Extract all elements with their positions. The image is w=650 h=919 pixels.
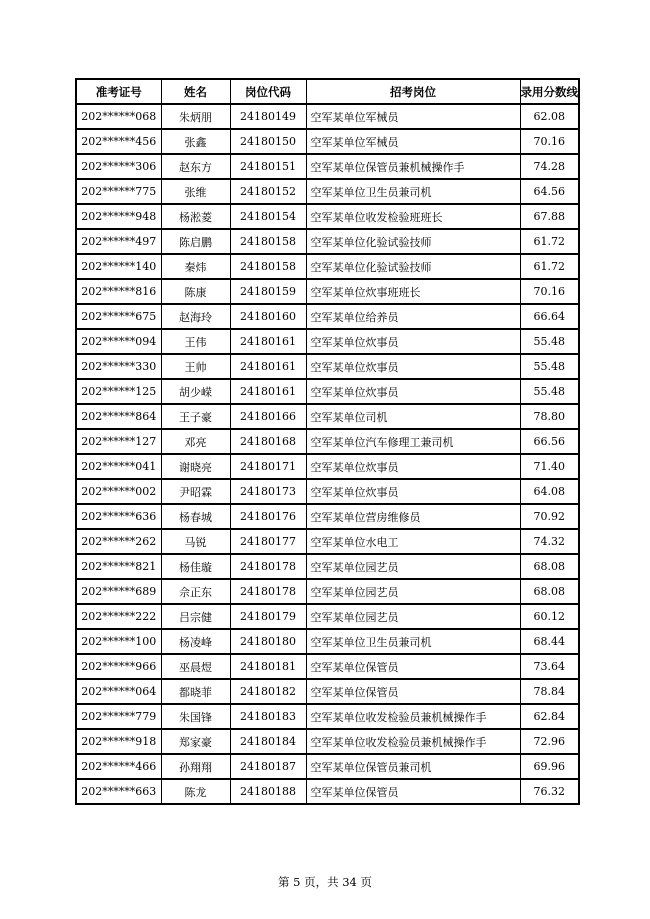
cell-position: 空军某单位园艺员 (306, 604, 520, 629)
cell-name: 孙翔翔 (161, 754, 230, 779)
cell-code: 24180184 (230, 729, 306, 754)
cell-score: 66.56 (520, 429, 579, 454)
cell-score: 71.40 (520, 454, 579, 479)
table-row (76, 454, 579, 479)
table-row (76, 329, 579, 354)
cell-code: 24180183 (230, 704, 306, 729)
table-row (76, 404, 579, 429)
cell-ticket: 202******222 (76, 604, 161, 629)
cell-name: 朱炳朋 (161, 104, 230, 129)
cell-position: 空军某单位炊事员 (306, 329, 520, 354)
table-row (76, 629, 579, 654)
cell-ticket: 202******306 (76, 154, 161, 179)
table-row (76, 504, 579, 529)
cell-name: 王子豪 (161, 404, 230, 429)
cell-ticket: 202******816 (76, 279, 161, 304)
cell-position: 空军某单位化验试验技师 (306, 229, 520, 254)
cell-name: 佘正东 (161, 579, 230, 604)
cell-position: 空军某单位炊事班班长 (306, 279, 520, 304)
table-row (76, 279, 579, 304)
cell-name: 尹昭霖 (161, 479, 230, 504)
cell-ticket: 202******002 (76, 479, 161, 504)
table-row (76, 729, 579, 754)
cell-score: 61.72 (520, 229, 579, 254)
table-row (76, 679, 579, 704)
cell-code: 24180178 (230, 579, 306, 604)
cell-position: 空军某单位给养员 (306, 304, 520, 329)
cell-ticket: 202******100 (76, 629, 161, 654)
cell-ticket: 202******675 (76, 304, 161, 329)
cell-position: 空军某单位化验试验技师 (306, 254, 520, 279)
cell-name: 杨春城 (161, 504, 230, 529)
cell-code: 24180180 (230, 629, 306, 654)
cell-position: 空军某单位园艺员 (306, 554, 520, 579)
cell-ticket: 202******821 (76, 554, 161, 579)
table-row (76, 304, 579, 329)
cell-ticket: 202******125 (76, 379, 161, 404)
cell-name: 张鑫 (161, 129, 230, 154)
cell-score: 62.08 (520, 104, 579, 129)
cell-ticket: 202******779 (76, 704, 161, 729)
cell-name: 郑家豪 (161, 729, 230, 754)
cell-name: 赵海玲 (161, 304, 230, 329)
cell-name: 巫晨煜 (161, 654, 230, 679)
cell-code: 24180182 (230, 679, 306, 704)
cell-code: 24180176 (230, 504, 306, 529)
cell-code: 24180181 (230, 654, 306, 679)
cell-code: 24180166 (230, 404, 306, 429)
cell-ticket: 202******466 (76, 754, 161, 779)
cell-position: 空军某单位保管员兼机械操作手 (306, 154, 520, 179)
table-row (76, 529, 579, 554)
table-row (76, 229, 579, 254)
cell-position: 空军某单位保管员 (306, 779, 520, 804)
cell-position: 空军某单位汽车修理工兼司机 (306, 429, 520, 454)
cell-position: 空军某单位保管员 (306, 654, 520, 679)
cell-code: 24180188 (230, 779, 306, 804)
cell-score: 68.44 (520, 629, 579, 654)
cell-code: 24180158 (230, 254, 306, 279)
table-row (76, 579, 579, 604)
cell-position: 空军某单位收发检验班班长 (306, 204, 520, 229)
cell-ticket: 202******262 (76, 529, 161, 554)
cell-position: 空军某单位军械员 (306, 129, 520, 154)
cell-position: 空军某单位卫生员兼司机 (306, 179, 520, 204)
table-row (76, 104, 579, 129)
table-row (76, 779, 579, 804)
cell-score: 64.08 (520, 479, 579, 504)
cell-score: 67.88 (520, 204, 579, 229)
cell-ticket: 202******689 (76, 579, 161, 604)
cell-name: 胡少嵘 (161, 379, 230, 404)
cell-name: 赵东方 (161, 154, 230, 179)
cell-score: 73.64 (520, 654, 579, 679)
cell-score: 55.48 (520, 329, 579, 354)
table-row (76, 479, 579, 504)
cell-position: 空军某单位收发检验员兼机械操作手 (306, 729, 520, 754)
table-row (76, 379, 579, 404)
cell-code: 24180159 (230, 279, 306, 304)
cell-name: 陈龙 (161, 779, 230, 804)
cell-ticket: 202******636 (76, 504, 161, 529)
table-row (76, 754, 579, 779)
cell-name: 杨佳璇 (161, 554, 230, 579)
cell-name: 秦炜 (161, 254, 230, 279)
cell-code: 24180177 (230, 529, 306, 554)
cell-code: 24180151 (230, 154, 306, 179)
cell-name: 张维 (161, 179, 230, 204)
table-row (76, 554, 579, 579)
cell-name: 邓亮 (161, 429, 230, 454)
cell-score: 74.28 (520, 154, 579, 179)
table-row (76, 429, 579, 454)
cell-position: 空军某单位炊事员 (306, 454, 520, 479)
cell-name: 马锐 (161, 529, 230, 554)
cell-ticket: 202******775 (76, 179, 161, 204)
cell-score: 64.56 (520, 179, 579, 204)
cell-name: 陈康 (161, 279, 230, 304)
cell-code: 24180187 (230, 754, 306, 779)
cell-name: 朱国锋 (161, 704, 230, 729)
cell-code: 24180161 (230, 329, 306, 354)
cell-code: 24180152 (230, 179, 306, 204)
cell-position: 空军某单位园艺员 (306, 579, 520, 604)
cell-code: 24180178 (230, 554, 306, 579)
cell-position: 空军某单位炊事员 (306, 379, 520, 404)
header-recruitment-position: 招考岗位 (306, 79, 520, 104)
cell-score: 69.96 (520, 754, 579, 779)
table-header-row (76, 79, 579, 104)
cell-code: 24180161 (230, 379, 306, 404)
results-table-body (76, 104, 579, 804)
cell-position: 空军某单位营房维修员 (306, 504, 520, 529)
recruitment-score-table (75, 78, 580, 805)
cell-ticket: 202******918 (76, 729, 161, 754)
cell-name: 吕宗健 (161, 604, 230, 629)
cell-code: 24180150 (230, 129, 306, 154)
cell-code: 24180171 (230, 454, 306, 479)
table-row (76, 604, 579, 629)
cell-score: 68.08 (520, 579, 579, 604)
cell-ticket: 202******456 (76, 129, 161, 154)
header-admission-score-line: 录用分数线 (520, 79, 579, 104)
cell-ticket: 202******948 (76, 204, 161, 229)
cell-ticket: 202******068 (76, 104, 161, 129)
cell-name: 王帅 (161, 354, 230, 379)
cell-ticket: 202******864 (76, 404, 161, 429)
cell-ticket: 202******094 (76, 329, 161, 354)
cell-score: 61.72 (520, 254, 579, 279)
cell-code: 24180158 (230, 229, 306, 254)
cell-score: 78.84 (520, 679, 579, 704)
cell-ticket: 202******140 (76, 254, 161, 279)
cell-position: 空军某单位卫生员兼司机 (306, 629, 520, 654)
table-row (76, 654, 579, 679)
cell-code: 24180149 (230, 104, 306, 129)
cell-score: 55.48 (520, 354, 579, 379)
cell-ticket: 202******064 (76, 679, 161, 704)
cell-code: 24180154 (230, 204, 306, 229)
cell-ticket: 202******663 (76, 779, 161, 804)
cell-score: 66.64 (520, 304, 579, 329)
cell-position: 空军某单位炊事员 (306, 479, 520, 504)
cell-score: 74.32 (520, 529, 579, 554)
table-row (76, 354, 579, 379)
cell-score: 70.16 (520, 129, 579, 154)
cell-name: 陈启鹏 (161, 229, 230, 254)
table-row (76, 204, 579, 229)
header-position-code: 岗位代码 (230, 79, 306, 104)
header-name: 姓名 (161, 79, 230, 104)
page-number-footer: 第 5 页，共 34 页 (277, 875, 373, 889)
table-row (76, 154, 579, 179)
cell-ticket: 202******330 (76, 354, 161, 379)
cell-code: 24180168 (230, 429, 306, 454)
cell-position: 空军某单位炊事员 (306, 354, 520, 379)
cell-score: 78.80 (520, 404, 579, 429)
cell-ticket: 202******497 (76, 229, 161, 254)
header-admission-ticket-number: 准考证号 (76, 79, 161, 104)
cell-position: 空军某单位保管员兼司机 (306, 754, 520, 779)
cell-position: 空军某单位收发检验员兼机械操作手 (306, 704, 520, 729)
table-row (76, 179, 579, 204)
cell-score: 70.16 (520, 279, 579, 304)
table-row (76, 704, 579, 729)
cell-code: 24180161 (230, 354, 306, 379)
cell-ticket: 202******127 (76, 429, 161, 454)
cell-score: 72.96 (520, 729, 579, 754)
cell-name: 杨淞菱 (161, 204, 230, 229)
cell-code: 24180160 (230, 304, 306, 329)
cell-name: 谢晓亮 (161, 454, 230, 479)
cell-ticket: 202******966 (76, 654, 161, 679)
table-row (76, 129, 579, 154)
cell-score: 55.48 (520, 379, 579, 404)
cell-code: 24180179 (230, 604, 306, 629)
cell-name: 王伟 (161, 329, 230, 354)
cell-score: 60.12 (520, 604, 579, 629)
cell-name: 都晓菲 (161, 679, 230, 704)
cell-score: 70.92 (520, 504, 579, 529)
cell-position: 空军某单位司机 (306, 404, 520, 429)
cell-score: 76.32 (520, 779, 579, 804)
cell-ticket: 202******041 (76, 454, 161, 479)
cell-name: 杨凌峰 (161, 629, 230, 654)
table-row (76, 254, 579, 279)
cell-score: 62.84 (520, 704, 579, 729)
cell-score: 68.08 (520, 554, 579, 579)
cell-code: 24180173 (230, 479, 306, 504)
cell-position: 空军某单位水电工 (306, 529, 520, 554)
cell-position: 空军某单位军械员 (306, 104, 520, 129)
cell-position: 空军某单位保管员 (306, 679, 520, 704)
